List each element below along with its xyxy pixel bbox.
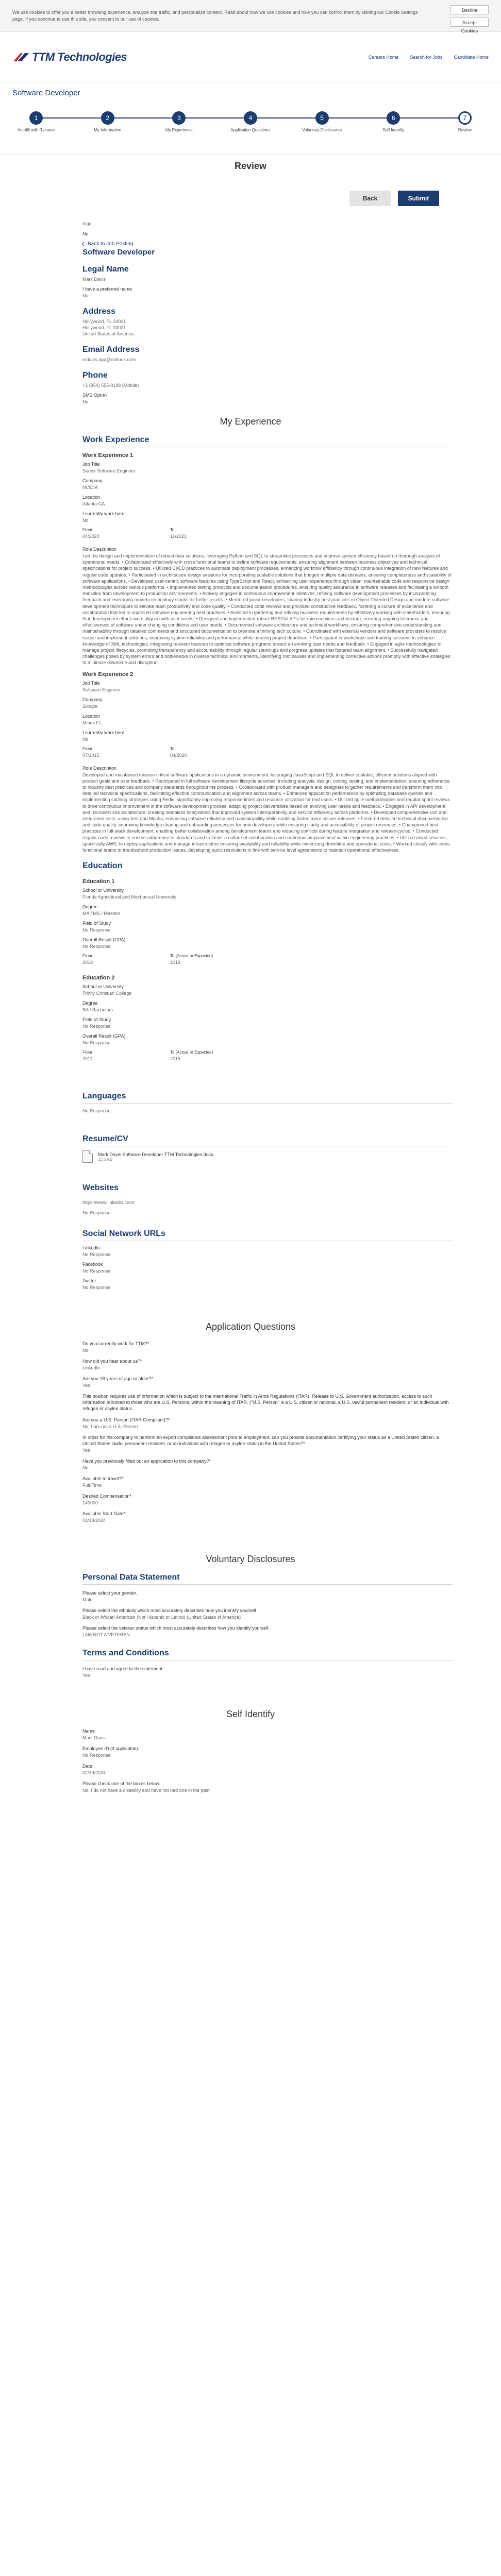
step-number: 7	[458, 111, 472, 125]
linkedin-value: No Response	[82, 1252, 111, 1258]
ethnicity-answer: Black or African American (Not Hispanic or Latino) (United States of America)	[82, 1615, 241, 1620]
school-label: School or University	[82, 984, 124, 990]
twitter-label: Twitter	[82, 1278, 96, 1284]
degree-value: BA / Bachelors	[82, 1007, 113, 1013]
role-description-label: Role Description	[82, 765, 117, 771]
divider	[82, 1103, 453, 1104]
address-line: Hollywood, FL 33021	[82, 319, 126, 324]
from-value: 04/2020	[82, 534, 99, 539]
question-text: Do you currently work for TTM?*	[82, 1341, 149, 1347]
location-label: Location	[82, 713, 101, 719]
step-number: 1	[29, 111, 43, 125]
step-number: 6	[387, 111, 400, 125]
linkedin-label: LinkedIn	[82, 1245, 101, 1251]
terms-question: I have read and agree to the statement	[82, 1666, 163, 1672]
step-label: My Experience	[165, 128, 193, 132]
job-title-label: Job Title	[82, 462, 100, 467]
to-value: 04/2020	[170, 752, 187, 758]
header-link-careers[interactable]: Careers Home	[368, 54, 399, 60]
question-text: This position requires use of information which is subject to the International Traffic in Arms Regulations (ITAR). Release to U.S. Government authorization, access to such information is limited to those who are U.S. Persons, within the meaning of ITAR. ("U.S. Person" is a U.S. citizen or national, a U.S. lawful permanent resident, or an individual with refugee or asylee status.	[82, 1394, 449, 1412]
current-work-label: I currently work here	[82, 511, 125, 516]
step-label: Application Questions	[230, 128, 271, 132]
job-title-label: Job Title	[82, 680, 100, 686]
dates-row	[82, 528, 489, 544]
veteran-question: Please select the veteran status which most accurately describes how you identify yourself.	[82, 1625, 270, 1631]
dates-row	[82, 954, 489, 970]
header-link-search[interactable]: Search for Jobs	[410, 54, 443, 60]
step-label: Autofill with Resume	[17, 128, 55, 132]
disability-label: Please check one of the boxes below:	[82, 1781, 161, 1787]
sms-label: SMS Opt-In	[82, 393, 107, 398]
work-experience-1-heading: Work Experience 1	[82, 452, 133, 459]
twitter-value: No Response	[82, 1285, 111, 1291]
divider	[82, 1584, 453, 1585]
question-text: In order for the company to perform an export compliance assessment prior to employment, can you provide documentation certifying your status as a United States citizen, a United States lawful permanent resident, or an individual with refugee or asylee status in the United States?*	[82, 1435, 439, 1447]
school-label: School or University	[82, 888, 124, 893]
email-value: mdavis.app@outlook.com	[82, 357, 136, 362]
dates-row	[82, 747, 489, 762]
gpa-label: Overall Result (GPA)	[82, 937, 126, 943]
disability-answer: No, I do not have a disability and have not had one in the past	[82, 1788, 210, 1793]
to-value: 11/2023	[170, 534, 187, 539]
ethnicity-question: Please select the ethnicity which most accurately describes how you identify yourself.	[82, 1608, 258, 1614]
job-title-value: Senior Software Engineer	[82, 468, 136, 473]
from-value: 2018	[82, 960, 93, 965]
address-heading: Address	[82, 307, 116, 316]
step-number: 2	[101, 111, 114, 125]
cookie-banner	[0, 0, 501, 32]
website-value: No Response	[82, 1210, 111, 1216]
company-value: NVIDIA	[82, 485, 98, 490]
address-value	[82, 318, 489, 337]
self-date-value: 02/19/2024	[82, 1770, 106, 1776]
previous-worker-answer: No	[82, 231, 89, 236]
from-label: From	[82, 528, 92, 532]
current-work-value: No	[82, 736, 89, 742]
employee-id-label: Employee ID (if applicable)	[82, 1746, 138, 1752]
email-heading: Email Address	[82, 345, 140, 354]
address-line: United States of America	[82, 331, 134, 336]
resume-file-size: 22.5 KB	[98, 1157, 113, 1162]
from-value: 07/2015	[82, 752, 99, 758]
degree-label: Degree	[82, 904, 98, 910]
current-work-value: No	[82, 518, 89, 523]
self-identify-title: Self Identify	[226, 1709, 275, 1720]
phone-heading: Phone	[82, 371, 108, 380]
facebook-label: Facebook	[82, 1262, 103, 1267]
brand-header	[0, 32, 501, 82]
question-answer: 140000	[82, 1500, 98, 1506]
brand-name: TTM Technologies	[32, 50, 127, 63]
application-progress	[12, 103, 489, 155]
websites-heading: Websites	[82, 1183, 119, 1193]
location-label: Location	[82, 495, 101, 500]
gpa-value: No Response	[82, 944, 111, 950]
terms-heading: Terms and Conditions	[82, 1649, 169, 1658]
current-work-label: I currently work here	[82, 730, 125, 735]
company-logo[interactable]	[12, 50, 127, 64]
job-heading: Software Developer	[82, 248, 155, 257]
gender-answer: Male	[82, 1597, 93, 1603]
document-icon	[82, 1150, 93, 1163]
cookie-text: We use cookies to offer you a better browsing experience, analyze site traffic, and personalize content. Read about how we use cookies and how you can control them by visiting our Cookie Settings page. If you continue to use this site, you consent to our use of cookies.	[12, 9, 418, 22]
to-value: 2015	[170, 1056, 181, 1062]
from-label: From	[82, 746, 92, 751]
question-text: Are you 18 years of age or older?*	[82, 1376, 154, 1382]
company-value: Google	[82, 703, 98, 709]
step-autofill[interactable]	[12, 111, 60, 133]
gender-question: Please select your gender.	[82, 1590, 138, 1596]
review-content	[0, 221, 501, 1793]
languages-value: No Response	[82, 1108, 111, 1114]
question-answer: No	[82, 1348, 89, 1353]
self-name-value: Mark Davis	[82, 1735, 106, 1741]
step-label: Voluntary Disclosures	[302, 128, 342, 132]
field-value: No Response	[82, 927, 111, 933]
social-urls-heading: Social Network URLs	[82, 1229, 165, 1239]
personal-data-heading: Personal Data Statement	[82, 1573, 180, 1582]
company-label: Company	[82, 697, 103, 702]
question-text: Available Start Date*	[82, 1511, 125, 1517]
self-name-label: Name	[82, 1728, 95, 1734]
terms-answer: Yes	[82, 1673, 90, 1679]
review-heading: Review	[0, 155, 501, 177]
back-to-job-label: Back to Job Posting	[88, 241, 133, 247]
question-text: Available to travel?*	[82, 1476, 124, 1482]
field-label: Field of Study	[82, 921, 111, 926]
website-value[interactable]: https://www.linkedin.com/	[82, 1200, 135, 1206]
header-link-candidate[interactable]: Candidate Home	[454, 54, 489, 60]
question-answer: 03/18/2024	[82, 1518, 106, 1523]
role-description-value: Developed and maintained mission-critical software applications in a dynamic environment, leveraging JavaScript and SQL to deliver scalable, efficient solutions aligned with product goals and user feedback. • Participated in full software development lifecycle activities, including analysis, design, coding, testing, and implementation, ensuring adherence to industry best practices and company standards throughout the process. • Collaborated with product managers and designers to gather requirements and transform them into detailed technical specifications, facilitating effective communication and alignment across teams. • Enhanced application performance by optimizing database queries and implementing caching strategies using Redis, significantly improving response times and resource utilization for end users. • Utilized agile methodologies and regular sprint reviews to drive continuous improvement in the software development process, adapting project deliverables based on evolving user needs and feedback. • Engaged in API development and microservices architecture, creating seamless integrations that improved system interoperability and service efficiency across platforms. • Developed comprehensive unit and integration tests, using Jest and Mocha, enhancing software reliability and maintainability while enabling faster, more secure releases. • Fostered detailed technical documentation and code quality, improving knowledge sharing and onboarding processes for new developers while ensuring clarity and accessibility of project resources. • Championed best practices in full-stack development, enabling better collaboration among development teams and reducing conflicts during feature integration and release cycles. • Conducted regular code reviews to ensure adherence to standards and to foster a culture of collaboration and continuous improvement within engineering practices. • Utilized cloud services, specifically AWS, to deploy applications and manage infrastructure ensuring availability and reliability while minimizing downtime and operational costs. • Worked closely with cross-functional teams to troubleshoot production issues, developing quick resolutions in line with service level agreements to maintain operational effectiveness.	[82, 772, 451, 853]
from-value: 2011	[82, 1056, 93, 1062]
facebook-value: No Response	[82, 1268, 111, 1274]
question-text: Have you previously filled out an application to this company?*	[82, 1459, 211, 1464]
work-experience-2-heading: Work Experience 2	[82, 671, 133, 677]
role-description-value: Led the design and implementation of robust data solutions, leveraging Python and SQL to streamline processes and improve system efficiency based on thorough analysis of operational needs. • Collaborated effectively with cross-functional teams to define software requirements, ensuring alignment between business objectives and technical specifications for project success. • Utilized CI/CD practices to automate deployment processes, enhancing workflow efficiency through continuous integration of new features and regular code updates. • Participated in architecture design sessions for incorporating scalable solutions that bridged multiple data domains, ensuring completeness and scalability of software applications. • Developed user-centric software features using TypeScript and React, enhancing user experience through clean, maintainable code and responsive design methodologies across various platforms. • Implemented testing protocols and documentation procedures, ensuring quality assurance in software releases and facilitating a smooth transition from development to production environments. • Actively engaged in continuous improvement initiatives, refining software development processes by incorporating feedback and leveraging modern technology stacks for better results. • Mentored junior developers, sharing industry best practices in Object-Oriented Design and modern software development techniques to elevate team productivity and code quality. • Conducted code reviews and provided constructive feedback, fostering a culture of excellence and collaboration that led to improved software engineering best practices. • Assisted in gathering and refining business requirements by effectively working with stakeholders, ensuring that development efforts were aligned with user needs. • Designed and implemented robust RESTful APIs for microservices architecture, ensuring ongoing tolerance and effectiveness of software under changing conditions and user needs. • Documented software architecture and technical workflows, ensuring comprehensive understanding and maintainability through detailed comments and structured documentation to promote a thriving tech culture. • Coordinated with external vendors and software providers to resolve issues and implement solutions, improving system reliability and performance while meeting project deadlines. • Participated in workshops and training sessions to enhance knowledge of XML technologies, integrating relevant features to optimize software programs toward an evolving user needs and feedback. • Engaged in agile methodologies to manage project lifecycles, promoting transparency and accountability through regular stand-ups and progress updates that fostered team alignment. • Successfully navigated challenges posed by system errors and bottlenecks in diverse technical environments, identifying root causes and implementing corrective actions promptly with effective strategies to minimize downtime and disruption.	[82, 553, 452, 666]
step-self-identify[interactable]	[370, 111, 417, 133]
education-heading: Education	[82, 861, 123, 871]
work-experience-heading: Work Experience	[82, 435, 149, 444]
step-application-questions[interactable]	[227, 111, 274, 133]
question-text: How did you hear about us?*	[82, 1359, 142, 1364]
step-my-experience[interactable]	[155, 111, 203, 133]
header-links	[369, 55, 489, 60]
job-title: Software Developer	[12, 88, 80, 97]
dates-row	[82, 1050, 489, 1066]
to-label: To (Actual or Expected)	[170, 954, 213, 959]
sms-value: No	[82, 399, 89, 404]
address-line: Hollywood, FL 33021	[82, 325, 126, 330]
question-answer: Yes	[82, 1448, 90, 1453]
phone-value: +1 (954) 555-0198 (Mobile)	[82, 383, 139, 388]
step-review[interactable]	[441, 111, 489, 133]
step-number: 5	[315, 111, 329, 125]
question-text: Are you a U.S. Person (ITAR Compliant)?*	[82, 1417, 170, 1423]
back-button[interactable]: Back	[349, 191, 391, 206]
chevron-left-icon	[82, 242, 86, 246]
voluntary-disclosures-title: Voluntary Disclosures	[206, 1554, 295, 1565]
back-to-job-link[interactable]	[82, 241, 489, 247]
question-answer: LinkedIn	[82, 1365, 101, 1371]
application-questions-title: Application Questions	[205, 1321, 296, 1332]
question-answer: No	[82, 1465, 89, 1471]
preferred-name-value: No	[82, 293, 89, 298]
legal-name-heading: Legal Name	[82, 265, 129, 274]
self-date-label: Date	[82, 1764, 93, 1769]
step-label: My Information	[94, 128, 122, 132]
resume-heading: Resume/CV	[82, 1134, 128, 1144]
legal-name-value: Mark Davis	[82, 277, 106, 282]
step-voluntary-disclosures[interactable]	[298, 111, 346, 133]
languages-heading: Languages	[82, 1092, 126, 1101]
veteran-answer: I AM NOT A VETERAN	[82, 1632, 130, 1638]
question-answer: No, I am not a U.S. Person	[82, 1424, 138, 1430]
to-label: To (Actual or Expected)	[170, 1050, 213, 1055]
previous-worker-question-short: Inga	[82, 221, 92, 226]
to-value: 2019	[170, 960, 181, 965]
school-value: Florida Agricultural and Mechanical University	[82, 894, 177, 900]
my-experience-title: My Experience	[220, 416, 281, 427]
location-value: Atlanta GA	[82, 501, 105, 506]
degree-value: MA / MS / Masters	[82, 911, 121, 917]
job-title-value: Software Engineer	[82, 687, 121, 692]
step-number: 4	[244, 111, 257, 125]
step-label: Review	[458, 128, 472, 132]
resume-file-name: Mark Davis Software Developer TTM Technologies.docx	[98, 1151, 213, 1157]
employee-id-value: No Response	[82, 1753, 111, 1758]
to-label: To	[170, 746, 175, 751]
step-number: 3	[172, 111, 186, 125]
review-actions	[0, 177, 501, 219]
cookie-accept-button[interactable]: Accept Cookies	[450, 18, 489, 27]
gpa-value: No Response	[82, 1040, 111, 1046]
education-2-heading: Education 2	[82, 975, 115, 981]
gpa-label: Overall Result (GPA)	[82, 1033, 126, 1039]
logo-mark-icon	[12, 51, 30, 63]
from-label: From	[82, 1050, 92, 1055]
resume-file[interactable]	[82, 1150, 489, 1163]
school-value: Trinity Christian College	[82, 991, 132, 996]
degree-label: Degree	[82, 1001, 98, 1006]
company-label: Company	[82, 478, 103, 483]
location-value: Miami FL	[82, 720, 102, 725]
step-label: Self Identify	[382, 128, 405, 132]
preferred-name-label: I have a preferred name	[82, 286, 132, 292]
education-1-heading: Education 1	[82, 878, 115, 885]
to-label: To	[170, 528, 175, 532]
question-text: Desired Compensation*	[82, 1494, 132, 1499]
from-label: From	[82, 954, 92, 959]
question-answer: Yes	[82, 1383, 90, 1388]
field-label: Field of Study	[82, 1017, 111, 1023]
cookie-decline-button[interactable]: Decline	[450, 5, 489, 14]
step-my-information[interactable]	[84, 111, 131, 133]
submit-button[interactable]: Submit	[398, 191, 439, 206]
field-value: No Response	[82, 1024, 111, 1029]
application-questions-list	[82, 1341, 489, 1523]
role-description-label: Role Description	[82, 547, 117, 552]
question-answer: Full-Time	[82, 1483, 102, 1488]
